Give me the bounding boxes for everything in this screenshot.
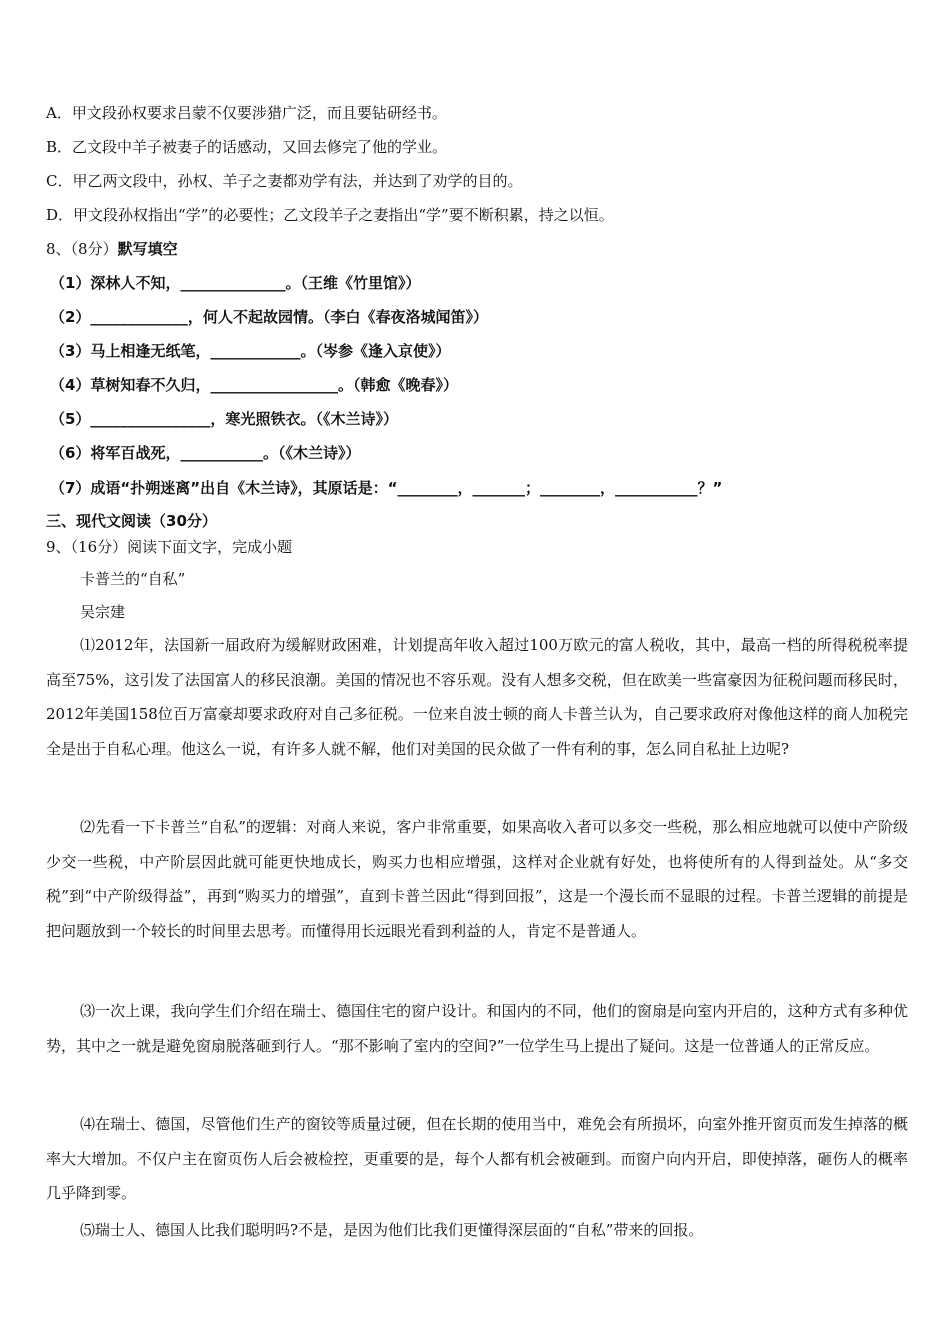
fill-item-6: （6）将军百战死，___________。（《木兰诗》） [50,444,361,462]
paragraph-3: ⑶一次上课，我向学生们介绍在瑞士、德国住宅的窗户设计。和国内的不同，他们的窗扇是向室内开启的，这种方式有多种优势，其中之一就是避免窗扇脱落砸到行人。“那不影响了室内的空间?”一位学生马上提出了疑问。这是一位普通人的正常反应。 [46,1002,908,1055]
paragraph-1: ⑴2012年，法国新一届政府为缓解财政困难，计划提高年收入超过100万欧元的富人税收，其中，最高一档的所得税税率提高至75%，这引发了法国富人的移民浪潮。美国的情况也不容乐观。没有人想多交税，但在欧美一些富豪因为征税问题而移民时，2012年美国158位百万富豪却要求政府对自己多征税。一位来自波士顿的商人卡普兰认为，自己要求政府对像他这样的商人加税完全是出于自私心理。他这么一说，有许多人就不解，他们对美国的民众做了一件有利的事，怎么同自私扯上边呢? [46,636,908,758]
fill-item-3: （3）马上相逢无纸笔，____________。（岑参《逢入京使》） [50,342,451,360]
fill-item-2: （2）_____________，何人不起故园情。（李白《春夜洛城闻笛》） [50,308,488,326]
fill-item-5: （5）________________，寒光照铁衣。（《木兰诗》） [50,410,398,428]
question-8-heading [46,238,178,259]
question-9-prompt: 9、（16分）阅读下面文字，完成小题 [46,538,293,556]
option-d: D．甲文段孙权指出“学”的必要性；乙文段羊子之妻指出“学”要不断积累，持之以恒。 [46,206,614,224]
fill-item-4: （4）草树知春不久归，_________________。（韩愈《晚春》） [50,376,458,394]
fill-item-7: （7）成语“扑朔迷离”出自《木兰诗》，其原话是：“________，_______；________，___________？” [50,479,723,497]
paragraph-2: ⑵先看一下卡普兰“自私”的逻辑：对商人来说，客户非常重要，如果高收入者可以多交一些税，那么相应地就可以使中产阶级少交一些税，中产阶层因此就可能更快地成长，购买力也相应增强，这样对企业就有好处，也将使所有的人得到益处。从“多交税”到“中产阶级得益”，再到“购买力的增强”，直到卡普兰因此“得到回报”，这是一个漫长而不显眼的过程。卡普兰逻辑的前提是把问题放到一个较长的时间里去思考。而懂得用长远眼光看到利益的人，肯定不是普通人。 [46,818,908,940]
option-a: A．甲文段孙权要求吕蒙不仅要涉猎广泛，而且要钻研经书。 [46,104,447,122]
fill-item-1: （1）深林人不知，______________。（王维《竹里馆》） [50,274,421,292]
option-c: C．甲乙两文段中，孙权、羊子之妻都劝学有法，并达到了劝学的目的。 [46,172,523,190]
question-8-title: 默写填空 [117,240,178,258]
article-author: 吴宗建 [80,603,126,621]
paragraph-4: ⑷在瑞士、德国，尽管他们生产的窗铰等质量过硬，但在长期的使用当中，难免会有所损坏，向室外推开窗页而发生掉落的概率大大增加。不仅户主在窗页伤人后会被检控，更重要的是，每个人都有机会被砸到。而窗户向内开启，即使掉落，砸伤人的概率几乎降到零。 [46,1115,908,1202]
question-8-prefix: 8、（8分） [46,240,118,258]
paragraph-5: ⑸瑞士人、德国人比我们聪明吗?不是，是因为他们比我们更懂得深层面的“自私”带来的回报。 [80,1221,704,1239]
section-3-heading: 三、现代文阅读（30分） [46,512,217,530]
article-title: 卡普兰的“自私” [80,570,186,588]
option-b: B．乙文段中羊子被妻子的话感动，又回去修完了他的学业。 [46,138,448,156]
